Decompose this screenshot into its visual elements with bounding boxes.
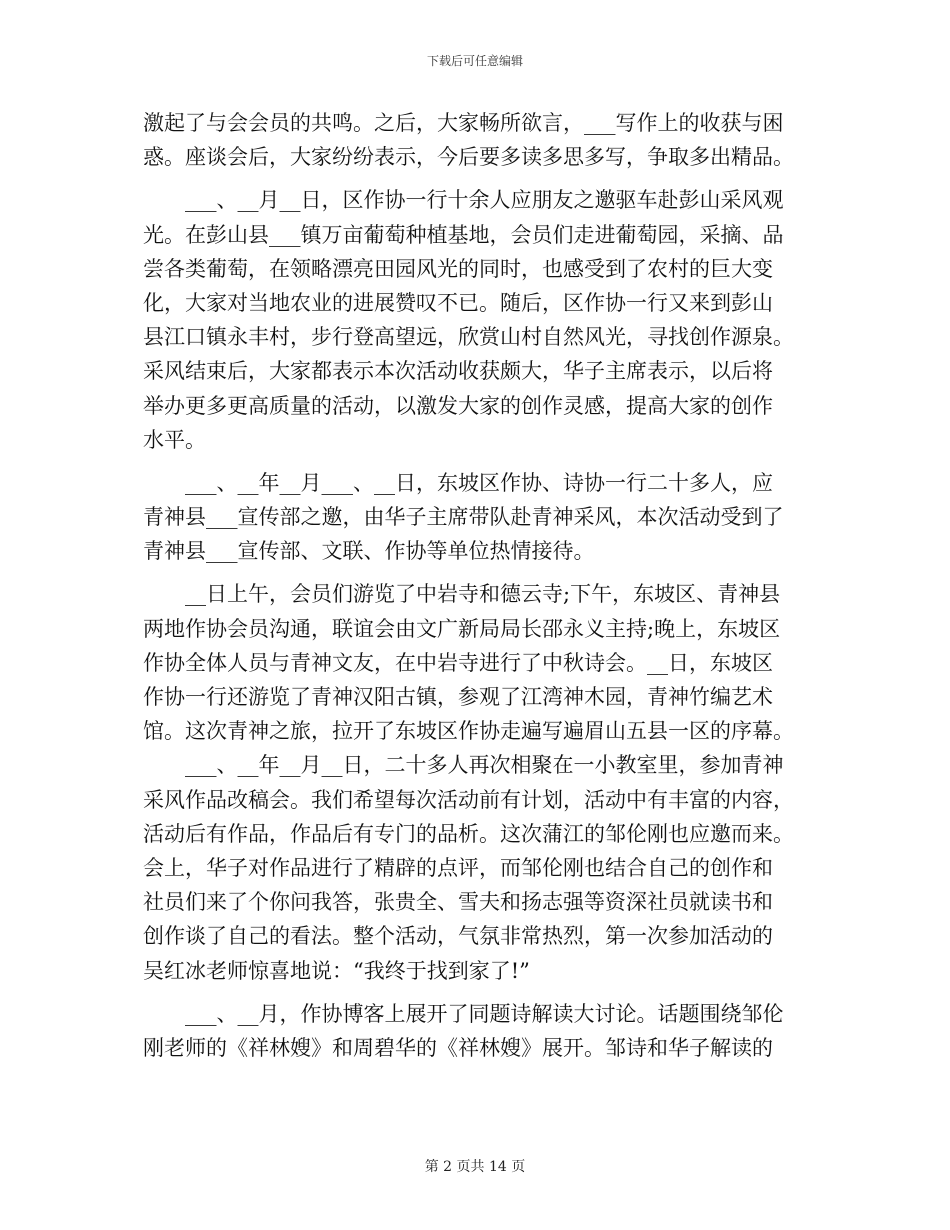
text-line: 吴红冰老师惊喜地说：“我终于找到家了!” (143, 958, 530, 983)
text-line: ___、__年__月___、__日，东坡区作协、诗协一行二十多人，应 (185, 470, 773, 495)
text-line: 尝各类葡萄，在领略漂亮田园风光的同时，也感受到了农村的巨大变 (143, 256, 773, 281)
document-body (143, 106, 803, 1065)
page-number: 第 2 页共 14 页 (424, 1159, 526, 1175)
text-line: 激起了与会会员的共鸣。之后，大家畅所欲言，___写作上的收获与困 (143, 111, 784, 135)
text-line: 会上，华子对作品进行了精辟的点评，而邹伦刚也结合自己的创作和 (143, 855, 773, 880)
text-line: 采风结束后，大家都表示本次活动收获颇大，华子主席表示，以后将 (143, 359, 773, 384)
text-line: 青神县___宣传部、文联、作协等单位热情接待。 (143, 539, 595, 564)
paragraph (143, 748, 803, 987)
paragraph (143, 106, 803, 174)
text-line: 活动后有作品，作品后有专门的品析。这次蒲江的邹伦刚也应邀而来。 (143, 821, 794, 846)
text-line: 馆。这次青神之旅，拉开了东坡区作协走遍写遍眉山五县一区的序幕。 (143, 719, 794, 744)
text-line: 化，大家对当地农业的进展赞叹不已。随后，区作协一行又来到彭山 (143, 290, 773, 315)
page-header-note: 下载后可任意编辑 (426, 54, 523, 68)
paragraph (143, 577, 803, 748)
text-line: __日上午，会员们游览了中岩寺和德云寺;下午，东坡区、青神县 (185, 582, 781, 607)
text-line: 创作谈了自己的看法。整个活动，气氛非常热烈，第一次参加活动的 (143, 924, 773, 949)
text-line: ___、__月，作协博客上展开了同题诗解读大讨论。话题围绕邹伦 (185, 1001, 784, 1026)
text-line: 惑。座谈会后，大家纷纷表示，今后要多读多思多写，争取多出精品。 (143, 145, 794, 170)
text-line: 举办更多更高质量的活动，以激发大家的创作灵感，提高大家的创作 (143, 393, 773, 418)
text-line: 青神县___宣传部之邀，由华子主席带队赴青神采风，本次活动受到了 (143, 505, 784, 530)
text-line: 水平。 (143, 427, 206, 452)
paragraph (143, 997, 803, 1065)
text-line: 社员们来了个你问我答，张贵全、雪夫和扬志强等资深社员就读书和 (143, 890, 773, 915)
text-line: 作协全体人员与青神文友，在中岩寺进行了中秋诗会。__日，东坡区 (143, 650, 773, 675)
text-line: ___、__月__日，区作协一行十余人应朋友之邀驱车赴彭山采风观 (185, 188, 784, 213)
paragraph (143, 183, 803, 457)
text-line: 两地作协会员沟通，联谊会由文广新局局长邵永义主持;晚上，东坡区 (143, 616, 781, 641)
text-line: 刚老师的《祥林嫂》和周碧华的《祥林嫂》展开。邹诗和华子解读的 (143, 1035, 773, 1060)
text-line: 采风作品改稿会。我们希望每次活动前有计划，活动中有丰富的内容， (143, 787, 794, 812)
text-line: ___、__年__月__日，二十多人再次相聚在一小教室里，参加青神 (185, 753, 784, 778)
text-line: 县江口镇永丰村，步行登高望远，欣赏山村自然风光，寻找创作源泉。 (143, 325, 794, 350)
text-line: 作协一行还游览了青神汉阳古镇，参观了江湾神木园，青神竹编艺术 (143, 685, 773, 709)
text-line: 光。在彭山县___镇万亩葡萄种植基地，会员们走进葡萄园，采摘、品 (143, 222, 784, 247)
paragraph (143, 466, 803, 569)
